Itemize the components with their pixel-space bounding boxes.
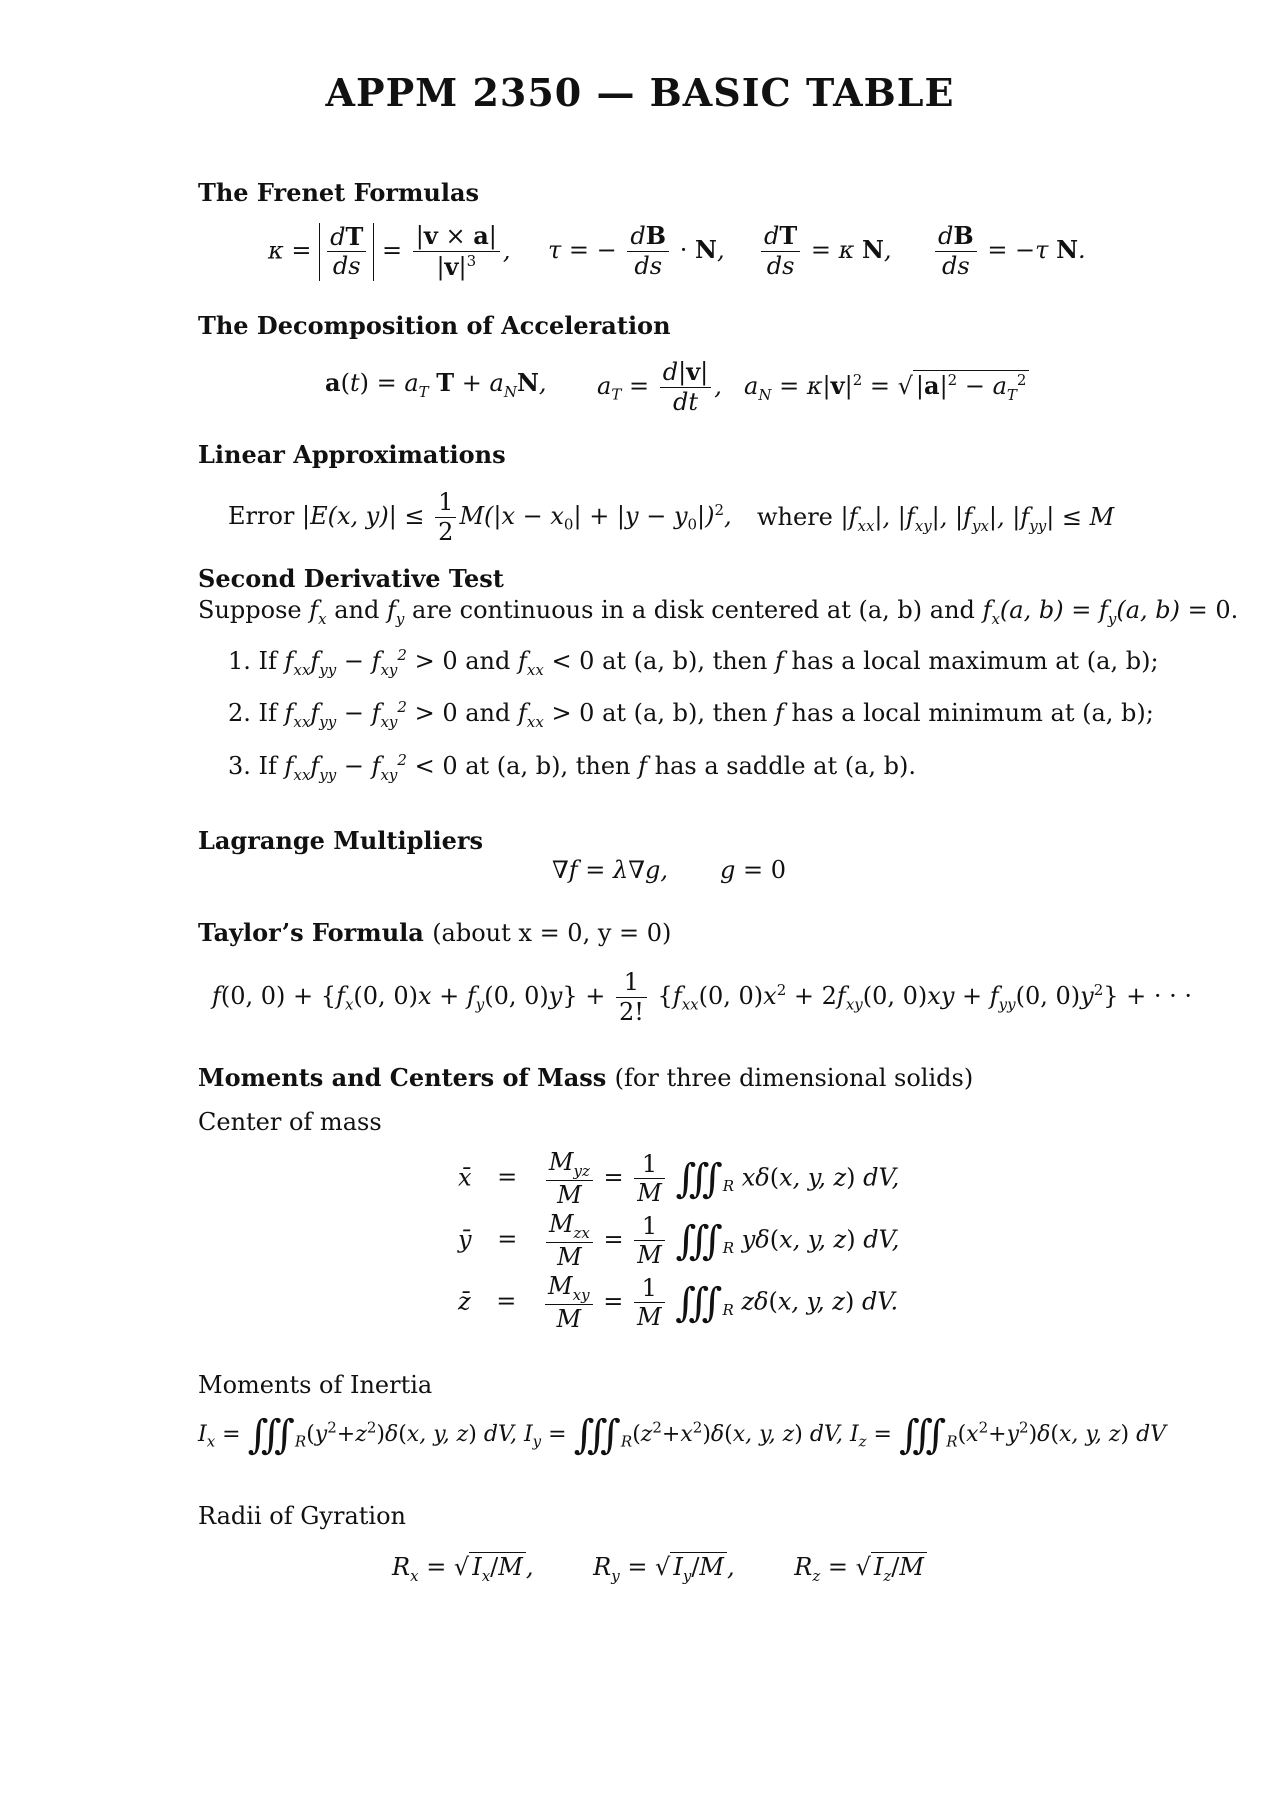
moments-heading: Moments and Centers of Mass <box>198 1063 607 1092</box>
page-title: APPM 2350 — BASIC TABLE <box>325 70 955 115</box>
intro-suppose: Suppose <box>198 596 302 624</box>
list-item: 2. If $f_{xx}f_{yy} - f_{xy}^2 > 0$ and $f_{xx} > 0$ at (a, b), then f has a local minimum at (a, b); <box>228 698 1154 731</box>
formula-dB-ds: $\frac{dB}{ds}$ = −τ N. <box>932 222 1086 281</box>
formula-error-bound: Error |E(x, y)| ≤ $\frac{1}{2}$ $M(|x - x_0| + |y - y_0|)^2$, <box>228 488 732 546</box>
formula-aT: $a_T$ = $\frac{d|v|}{dt}$ , <box>597 357 722 416</box>
formula-torsion: τ = − $\frac{dB}{ds}$ · N, <box>548 221 725 280</box>
section-heading-acceleration: The Decomposition of Acceleration <box>198 311 671 340</box>
formula-zbar: z̄ = $\frac{M_{xy}}{M}$ = $\frac{1}{M}$ $∭_R$ zδ(x, y, z) dV. <box>458 1272 899 1333</box>
formula-dT-ds: $\frac{dT}{ds}$ = κ N, <box>758 222 892 281</box>
error-label: Error <box>228 501 295 530</box>
moments-paren: (for three dimensional solids) <box>614 1064 974 1092</box>
taylor-paren: (about x = 0, y = 0) <box>432 919 672 947</box>
intro-and: and <box>334 596 380 624</box>
formula-lagrange: ∇f = λ∇g, g = 0 <box>552 856 787 884</box>
formula-acceleration: $a(t) = a_T$ $T + a_NN$, <box>325 368 547 401</box>
radii-of-gyration-label: Radii of Gyration <box>198 1502 406 1530</box>
intro-rest: are continuous in a disk centered at (a, b) and <box>412 596 975 624</box>
center-of-mass-label: Center of mass <box>198 1108 382 1136</box>
section-heading-linear: Linear Approximations <box>198 440 506 469</box>
section-heading-lagrange: Lagrange Multipliers <box>198 826 484 855</box>
formula-moments-of-inertia: $I_x$ = $∭_R(y^2+z^2)\delta(x$, y, z) dV, $I_y$ = $∭_R(z^2+x^2)\delta(x$, y, z) dV, $I_z$ = $∭_R(x^2+y^2)\delta(x$, y, z) dV <box>198 1412 1167 1458</box>
formula-curvature: κ = $\frac{dT}{ds}$ = $\frac{|v \times a|}{|v|^3}$ , <box>268 221 511 281</box>
section-heading-taylor <box>198 918 671 947</box>
taylor-heading: Taylor’s Formula <box>198 918 424 947</box>
formula-ybar: ȳ = $\frac{M_{zx}}{M}$ = $\frac{1}{M}$ $∭_R$ yδ(x, y, z) dV, <box>458 1210 900 1271</box>
formula-aN: $a_N = \kappa|v|^2$ = √ $|a|^2 - a_T^2$ <box>744 370 1029 404</box>
formula-taylor: f(0, $0) + \{f_x(0$, $0)x + f_y(0$, 0)y} + $\frac{1}{2!}$ {$f_{xx}(0$, $0)x^2 + 2f_{xy}(0$, $0)xy + f_{yy}(0$, $0)y^2$} + · · · <box>212 968 1193 1026</box>
list-item: 3. If $f_{xx}f_{yy} - f_{xy}^2 < 0$ at (a, b), then f has a saddle at (a, b). <box>228 751 917 784</box>
moments-of-inertia-label: Moments of Inertia <box>198 1371 433 1399</box>
where-label: where <box>757 503 833 531</box>
second-derivative-intro: Suppose $f_x$ and $f_y$ are continuous in a disk centered at (a, b) and $f_x(a$, $b) = f_y(a$, b) = 0. <box>198 596 1239 628</box>
formula-where-bound: where $|f_{xx}|$, $|f_{xy}|$, $|f_{yx}|$, $|f_{yy}| \le M$ <box>757 503 1115 535</box>
section-heading-moments <box>198 1063 973 1092</box>
formula-radii-of-gyration: $R_x$ = √ $I_x/M$ , $R_y$ = √ $I_y/M$ , $R_z$ = √ $I_z/M$ <box>392 1552 927 1585</box>
list-item: 1. If $f_{xx}f_{yy} - f_{xy}^2 > 0$ and $f_{xx} < 0$ at (a, b), then f has a local maximum at (a, b); <box>228 646 1159 679</box>
formula-xbar: x̄ = $\frac{M_{yz}}{M}$ = $\frac{1}{M}$ $∭_R$ xδ(x, y, z) dV, <box>458 1148 900 1209</box>
section-heading-frenet: The Frenet Formulas <box>198 178 480 207</box>
section-heading-second-derivative: Second Derivative Test <box>198 564 504 593</box>
